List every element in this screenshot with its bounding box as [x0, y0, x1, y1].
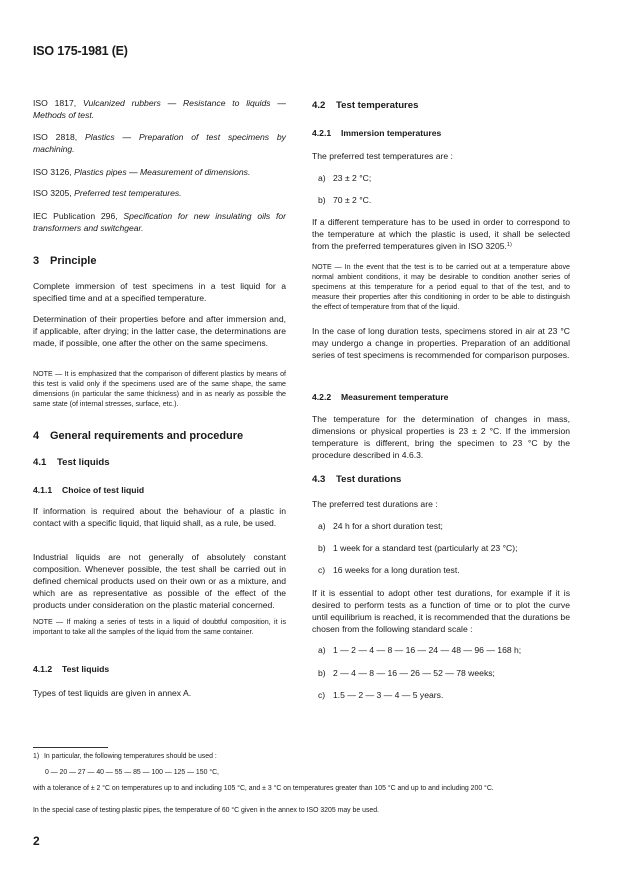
section-4-2-1-paragraph-2: In the case of long duration tests, specimens stored in air at 23 °C may undergo a change in properties. Preparation of an additional series of test specimens is recommended for comparison purposes. — [312, 326, 570, 360]
section-4-1-2-heading: 4.1.2 Test liquids — [33, 664, 110, 674]
reference-iso-2818: ISO 2818, Plastics — Preparation of test specimens by machining. — [33, 132, 286, 154]
reference-iec-296: IEC Publication 296, Specification for new insulating oils for transformers and switchgear. — [33, 211, 287, 233]
duration-item-b: b) 1 week for a standard test (particularly at 23 °C); — [318, 543, 518, 553]
section-4-1-2-paragraph: Types of test liquids are given in annex A. — [33, 688, 192, 698]
footnote-1-temperature-list: 0 — 20 — 27 — 40 — 55 — 85 — 100 — 125 — 150 °C, — [45, 769, 219, 776]
section-4-2-2-paragraph: The temperature for the determination of changes in mass, dimensions or physical properties is 23 ± 2 °C. If the immersion temperature is different, bring the specimen to 23 °C by the procedure described in 4.6.3. — [312, 414, 570, 460]
scale-item-b: b) 2 — 4 — 8 — 16 — 26 — 52 — 78 weeks; — [318, 668, 495, 678]
footnote-1-tolerance: with a tolerance of ± 2 °C on temperatures up to and including 105 °C, and ± 3 °C on temperatures greater than 105 °C and up to and including 200 °C. — [33, 785, 494, 792]
temperature-item-b: b) 70 ± 2 °C. — [318, 195, 372, 205]
footnote-divider — [33, 747, 108, 748]
document-header: ISO 175-1981 (E) — [33, 44, 128, 58]
footnote-reference[interactable]: 1) — [506, 242, 512, 248]
section-4-1-1-note: NOTE — If making a series of tests in a liquid of doubtful composition, it is important to take all the samples of the liquid from the same container. — [33, 618, 286, 636]
scale-item-a: a) 1 — 2 — 4 — 8 — 16 — 24 — 48 — 96 — 168 h; — [318, 645, 522, 655]
reference-iso-1817: ISO 1817, Vulcanized rubbers — Resistance to liquids — Methods of test. — [33, 98, 287, 120]
section-4-2-2-heading: 4.2.2 Measurement temperature — [312, 392, 449, 402]
section-4-1-1-paragraph-2: Industrial liquids are not generally of absolutely constant composition. Whenever possible, the test shall be carried out in defined chemical products used on their own or as a mixture, and which are as representative as possible of the effect of the products under consideration on the plastic material concerned. — [33, 552, 286, 610]
temperature-item-a: a) 23 ± 2 °C; — [318, 173, 372, 183]
section-3-heading: 3 Principle — [33, 255, 97, 267]
section-4-1-1-paragraph-1: If information is required about the behaviour of a plastic in contact with a specific liquid, that liquid shall, as a rule, be used. — [33, 506, 286, 528]
duration-item-c: c) 16 weeks for a long duration test. — [318, 565, 460, 575]
section-4-2-1-note: NOTE — In the event that the test is to be carried out at a temperature above normal ambient conditions, it may be desirable to condition another series of specimens at this temperature for a period equal to that of the test, and to measure their properties after this conditioning in order to be able to distinguish the effect of temperature from that of the liquid. — [312, 263, 570, 311]
section-4-heading: 4 General requirements and procedure — [33, 430, 244, 442]
section-3-paragraph-1: Complete immersion of test specimens in a test liquid for a specified time and at a specified temperature. — [33, 281, 286, 303]
section-4-3-paragraph: If it is essential to adopt other test durations, for example if it is desired to perform tests as a function of time or to plot the curve until equilibrium is reached, it is recommended that the durations be chosen from the following standard scale : — [312, 588, 570, 634]
footnote-1-plastic-pipes: In the special case of testing plastic pipes, the temperature of 60 °C given in the annex to ISO 3205 may be used. — [33, 807, 379, 814]
section-4-2-1-heading: 4.2.1 Immersion temperatures — [312, 128, 442, 138]
section-4-2-heading: 4.2 Test temperatures — [312, 100, 419, 111]
duration-item-a: a) 24 h for a short duration test; — [318, 521, 443, 531]
section-4-3-heading: 4.3 Test durations — [312, 474, 402, 485]
section-3-paragraph-2: Determination of their properties before and after immersion and, if applicable, after drying; in the latter case, the determinations are made, if possible, one after the other on the same specimens. — [33, 314, 286, 348]
footnote-1-intro: 1) In particular, the following temperatures should be used : — [33, 753, 217, 760]
scale-item-c: c) 1.5 — 2 — 3 — 4 — 5 years. — [318, 690, 444, 700]
section-4-2-1-intro: The preferred test temperatures are : — [312, 151, 453, 161]
reference-iso-3126: ISO 3126, Plastics pipes — Measurement of dimensions. — [33, 167, 251, 177]
section-4-1-heading: 4.1 Test liquids — [33, 457, 110, 468]
section-4-2-1-paragraph-1: If a different temperature has to be used in order to correspond to the temperature at which the plastic is used, it shall be selected from the preferred temperatures given in ISO 3205.$^{1)}$ — [312, 217, 570, 251]
section-3-note: NOTE — It is emphasized that the comparison of different plastics by means of this test is valid only if the specimens used are of the same shape, the same dimensions (in particular the same thickness) and in as nearly as possible the same state (of internal stresses, surface, etc.). — [33, 370, 286, 408]
page-number: 2 — [33, 834, 40, 848]
section-4-1-1-heading: 4.1.1 Choice of test liquid — [33, 485, 145, 495]
section-4-3-intro: The preferred test durations are : — [312, 499, 438, 509]
reference-iso-3205: ISO 3205, Preferred test temperatures. — [33, 188, 182, 198]
